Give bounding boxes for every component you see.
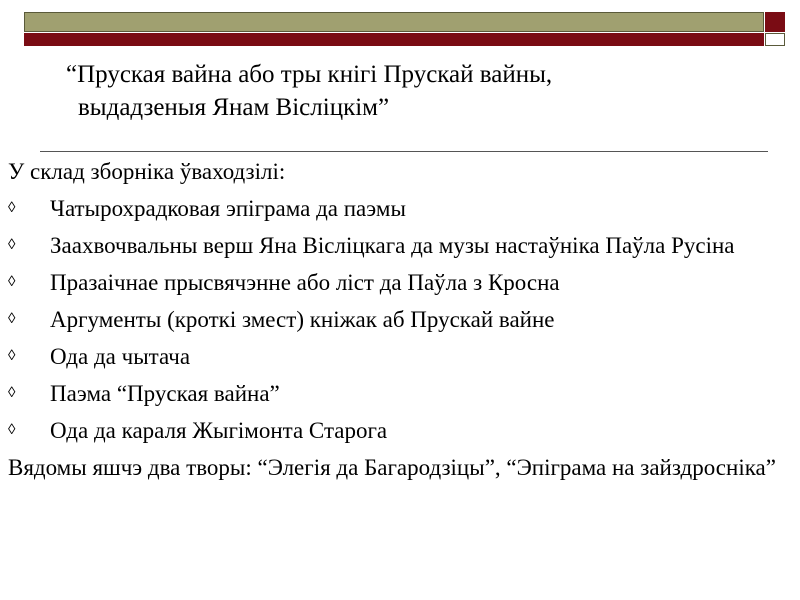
list-item-text: Заахвочвальны верш Яна Вісліцкага да музы настаўніка Паўла Русіна: [50, 233, 735, 258]
contents-list: [8, 193, 788, 446]
header-olive-bar: [24, 12, 764, 32]
diamond-bullet-icon: ◊: [8, 200, 16, 216]
list-item: [8, 415, 788, 446]
list-item: [8, 193, 788, 224]
footer-text: Вядомы яшчэ два творы: “Элегія да Багародзіцы”, “Эпіграма на зайздросніка”: [8, 455, 776, 480]
list-item-text: Ода да чытача: [50, 344, 191, 369]
header-corner-square-bottom: [765, 33, 785, 46]
title-divider: [40, 151, 768, 152]
header-corner-square-top: [765, 12, 785, 32]
list-item: [8, 267, 788, 298]
slide-title-line-1: “Пруская вайна або тры кнігі Прускай вайны,: [66, 61, 553, 88]
list-item-text: Аргументы (кроткі змест) кніжак аб Прускай вайне: [50, 307, 555, 332]
list-item: [8, 304, 788, 335]
slide-body: [8, 156, 788, 483]
slide-title: [66, 58, 746, 124]
list-item: [8, 341, 788, 372]
header-maroon-bar: [24, 33, 764, 46]
list-item-text: Паэма “Пруская вайна”: [50, 381, 280, 406]
list-item-text: Чатырохрадковая эпіграма да паэмы: [50, 196, 406, 221]
diamond-bullet-icon: ◊: [8, 311, 16, 327]
diamond-bullet-icon: ◊: [8, 274, 16, 290]
list-item: [8, 230, 788, 261]
intro-text: У склад зборніка ўваходзілі:: [8, 159, 286, 184]
diamond-bullet-icon: ◊: [8, 422, 16, 438]
diamond-bullet-icon: ◊: [8, 385, 16, 401]
diamond-bullet-icon: ◊: [8, 348, 16, 364]
slide-title-line-2: выдадзеныя Янам Вісліцкім”: [78, 94, 390, 121]
list-item-text: Ода да караля Жыгімонта Старога: [50, 418, 388, 443]
diamond-bullet-icon: ◊: [8, 237, 16, 253]
list-item: [8, 378, 788, 409]
list-item-text: Празаічнае прысвячэнне або ліст да Паўла з Кросна: [50, 270, 560, 295]
